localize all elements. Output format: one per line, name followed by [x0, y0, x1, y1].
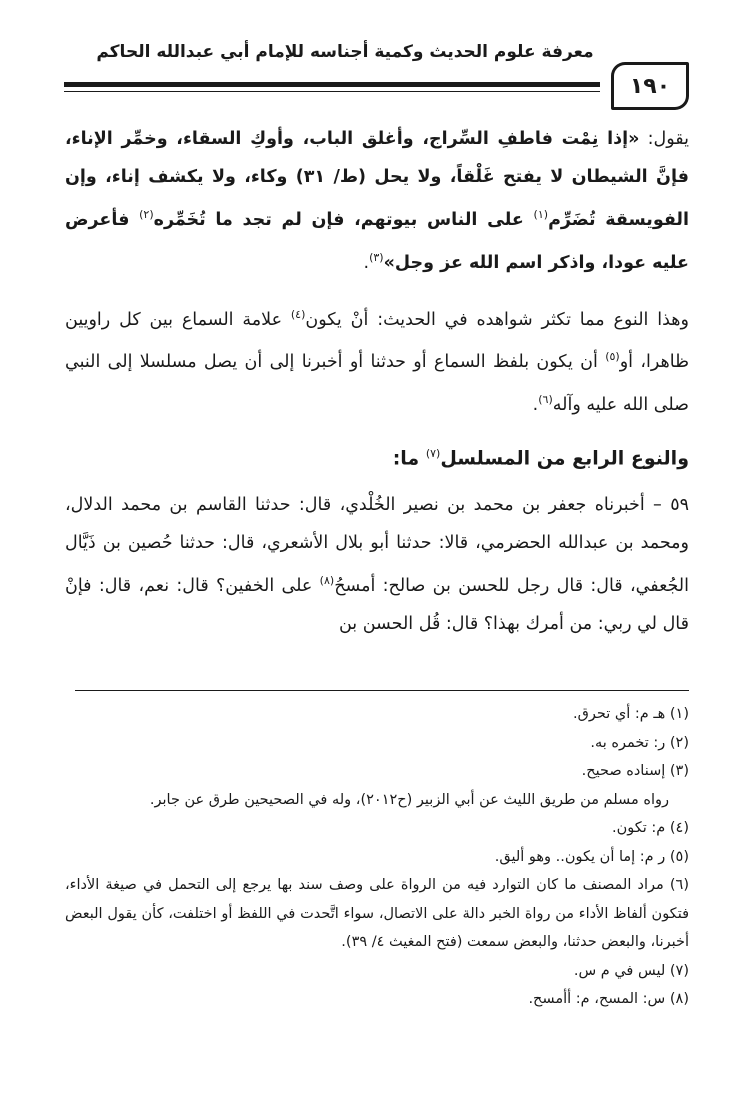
footnote-8: (٨) س: المسح، م: أأمسح. [528, 991, 689, 1007]
footnote-1: (١) هـ م: أي تحرق. [573, 706, 689, 722]
main-text [65, 120, 689, 643]
running-title: معرفة علوم الحديث وكمية أجناسه للإمام أبي عبدالله الحاكم [96, 42, 594, 62]
paragraph-hadith-quote [65, 120, 689, 282]
footnote-ref-8: (٨) [319, 574, 335, 588]
footnote-ref-5: (٥) [605, 350, 620, 364]
footnote-6: (٦) مراد المصنف ما كان التوارد فيه من الرواة على وصف سند بها يرجع إلى التحمل في صيغة الأداء، فتكون ألفاظ الأداء من رواة الخبر دالة على الاتصال، سواء اتَّحدت في اللفظ أو اختلفت، كأن يقول البعض أخبرنا، والبعض حدثنا، والبعض سمعت (فتح المغيث ٤/ ٣٩). [65, 877, 689, 950]
footnote-ref-3: (٣) [369, 250, 384, 264]
p2-text-b: علامة السماع بين كل راويين ظاهرا، أو [65, 309, 689, 373]
footnote-ref-6: (٦) [538, 393, 553, 407]
footnote-ref-1: (١) [533, 208, 549, 221]
heading-text-a: والنوع الرابع من المسلسل [440, 447, 689, 470]
quote-part-mid: (ط/ ٣١) وكاء، ولا يكشف إناء، وإن الفويسقة تُضَرِّم [65, 167, 689, 230]
lead-text: يقول: [639, 129, 689, 149]
p2-text-a: وهذا النوع مما تكثر شواهده في الحديث: أنْ يكون [305, 309, 689, 330]
heading-text-b: ما: [392, 447, 426, 470]
header-rule [64, 82, 600, 92]
section-heading [65, 434, 689, 478]
page-number: ١٩٠ [611, 62, 689, 110]
footnote-rule [75, 690, 689, 691]
p2-text-c: أن يكون بلفظ السماع أو حدثنا أو أخبرنا إلى أن يصل مسلسلا إلى النبي صلى الله عليه وآله [65, 352, 689, 416]
footnote-3: (٣) إسناده صحيح. [581, 763, 689, 779]
footnote-ref-7: (٧) [425, 447, 441, 461]
footnote-7: (٧) ليس في م س. [573, 962, 689, 979]
quote-tail: . [363, 252, 370, 273]
footnote-ref-4: (٤) [290, 307, 306, 321]
p3-text-a: ٥٩ – أخبرناه جعفر بن محمد بن نصير الخُلْدي، قال: حدثنا القاسم بن محمد الدلال، ومحمد بن عبدالله الحضرمي، قالا: حدثنا أبو بلال الأشعري، قال: حدثنا حُصين بن ذَيَّال الجُعفي، قال: قال رجل للحسن بن صالح: أمسحُ [65, 495, 689, 597]
quote-part-a: «إذا نِمْت فاطفِ السِّراج، وأغلق الباب، وأوكِ السقاء، وخمِّر الإناء، فإنَّ الشيطان لا يفتح غَلْقاً، ولا يحل [65, 129, 689, 187]
footnote-ref-2: (٢) [139, 208, 154, 221]
footnotes [65, 700, 689, 1014]
footnote-4: (٤) م: تكون. [612, 820, 689, 836]
paragraph-hadith-59 [65, 486, 689, 643]
footnote-5: (٥) ر م: إما أن يكون.. وهو أليق. [494, 848, 689, 865]
footnote-2: (٢) ر: تخمره به. [590, 734, 689, 751]
paragraph-explanation [65, 296, 689, 424]
quote-part-b: على الناس بيوتهم، فإن لم تجد ما تُخَمِّره [153, 209, 534, 230]
quote-part-c: فأعرض عليه عودا، واذكر اسم الله عز وجل» [65, 209, 689, 273]
p2-text-d: . [532, 395, 539, 416]
p3-text-b: على الخفين؟ قال: نعم، قال: فإنْ قال لي ربي: من أمرك بهذا؟ قال: قُل الحسن بن [65, 576, 689, 635]
footnote-3-continuation: رواه مسلم من طريق الليث عن أبي الزبير (ح٢٠١٢)، وله في الصحيحين طرق عن جابر. [149, 791, 669, 808]
